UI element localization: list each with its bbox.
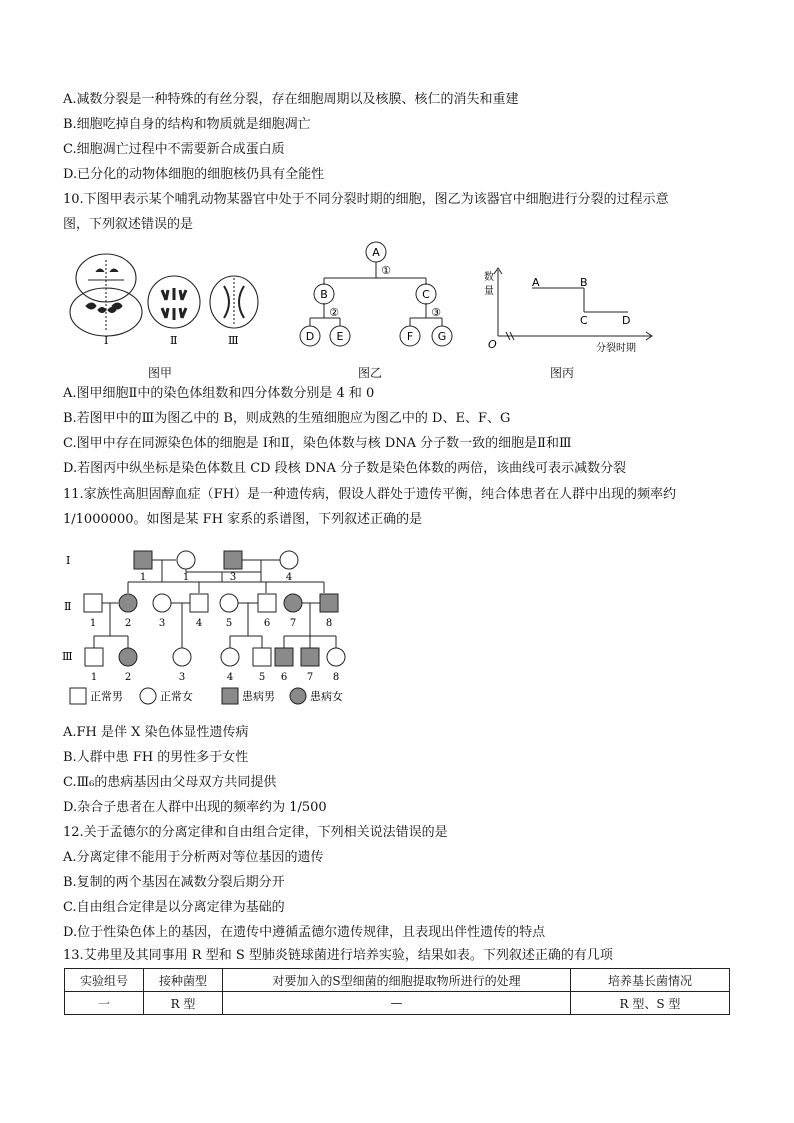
- q11-option-c: C.Ⅲ₆的患病基因由父母双方共同提供: [63, 775, 277, 790]
- point-a-label: A: [532, 276, 540, 289]
- generation-I-label: Ⅰ: [66, 554, 71, 567]
- cell-III-label: Ⅲ: [228, 334, 239, 347]
- gen2-num: 6: [263, 618, 271, 629]
- q12-option-c: C.自由组合定律是以分离定律为基础的: [63, 900, 285, 915]
- legend-normal-male: 正常男: [90, 690, 123, 703]
- gen3-num: 1: [90, 672, 98, 683]
- q11-stem-line2: 1/1000000。如图是某 FH 家系的系谱图，下列叙述正确的是: [63, 512, 423, 527]
- header-group: 实验组号: [65, 969, 144, 992]
- cell-growth: R 型、S 型: [571, 992, 730, 1015]
- q11-option-b: B.人群中患 FH 的男性多于女性: [63, 750, 249, 765]
- gen3-num: 6: [280, 672, 288, 683]
- q9-option-d: D.已分化的动物体细胞的细胞核仍具有全能性: [63, 167, 325, 182]
- q10-option-c: C.图甲中存在同源染色体的细胞是 Ⅰ和Ⅱ，染色体数与核 DNA 分子数一致的细胞是Ⅱ和Ⅲ: [63, 436, 572, 451]
- generation-III-label: Ⅲ: [62, 650, 73, 663]
- gen2-8-affected-male: [320, 594, 338, 612]
- node-f-label: F: [406, 330, 414, 343]
- table-row: [65, 992, 730, 1015]
- header-treatment: 对要加入的S型细菌的细胞提取物所进行的处理: [223, 969, 571, 992]
- cell-I-label: Ⅰ: [104, 334, 109, 347]
- q12-option-d: D.位于性染色体上的基因，在遗传中遵循孟德尔遗传规律，且表现出伴性遗传的特点: [63, 925, 546, 940]
- legend-normal-female: 正常女: [160, 690, 193, 703]
- step-2-label: ②: [329, 306, 339, 319]
- legend-affected-female: 患病女: [310, 690, 343, 703]
- gen2-4-normal-male: [190, 594, 208, 612]
- gen1-3-affected-male: [224, 551, 242, 569]
- legend-affected-male-icon: [222, 688, 238, 704]
- cell-group: 一: [65, 992, 144, 1015]
- gen1-4-normal-female: [280, 551, 298, 569]
- q9-option-b: B.细胞吃掉自身的结构和物质就是细胞凋亡: [63, 117, 311, 132]
- gen2-1-normal-male: [84, 594, 102, 612]
- figure-bing-caption: 图丙: [550, 366, 575, 380]
- cell-II: [148, 276, 200, 328]
- gen2-num: 7: [289, 618, 297, 629]
- point-b-label: B: [580, 276, 588, 289]
- node-d-label: D: [305, 330, 315, 343]
- origin-label: O: [488, 338, 497, 351]
- legend-affected-female-icon: [290, 688, 306, 704]
- generation-II-label: Ⅱ: [64, 600, 72, 613]
- gen3-num: 4: [226, 672, 234, 683]
- gen3-4-normal-female: [221, 648, 239, 666]
- gen3-num: 8: [332, 672, 340, 683]
- point-c-label: C: [580, 314, 588, 327]
- gen3-num: 2: [124, 672, 132, 683]
- gen3-num: 5: [258, 672, 266, 683]
- node-b-label: B: [320, 288, 328, 301]
- gen2-num: 4: [195, 618, 203, 629]
- legend-affected-male: 患病男: [242, 690, 275, 703]
- y-axis-label-part2: 量: [484, 286, 494, 297]
- cell-I: [70, 254, 142, 336]
- gen2-3-normal-female: [153, 594, 171, 612]
- figure-jia: [62, 250, 272, 350]
- gen2-num: 2: [124, 618, 132, 629]
- gen2-7-affected-female: [284, 594, 302, 612]
- gen3-7-affected-male: [301, 648, 319, 666]
- figure-jia-caption: 图甲: [148, 366, 173, 380]
- q10-stem-line2: 图，下列叙述错误的是: [63, 217, 194, 232]
- header-strain: 接种菌型: [144, 969, 223, 992]
- gen2-num: 1: [89, 618, 97, 629]
- gen2-2-affected-female: [119, 594, 137, 612]
- node-e-label: E: [336, 330, 344, 343]
- table-header-row: [65, 969, 730, 992]
- gen1-1-normal-female: [177, 551, 195, 569]
- cell-strain: R 型: [144, 992, 223, 1015]
- q11-option-d: D.杂合子患者在人群中出现的频率约为 1/500: [63, 800, 327, 815]
- q12-option-b: B.复制的两个基因在减数分裂后期分开: [63, 875, 285, 890]
- gen3-6-affected-male: [275, 648, 293, 666]
- q11-option-a: A.FH 是伴 X 染色体显性遗传病: [63, 725, 249, 740]
- gen3-2-affected-female: [119, 648, 137, 666]
- gen1-1-affected-male: [134, 551, 152, 569]
- cell-treatment: —: [223, 992, 571, 1015]
- pedigree-chart: [62, 540, 382, 710]
- gen3-num: 3: [178, 672, 186, 683]
- q9-option-a: A.减数分裂是一种特殊的有丝分裂，存在细胞周期以及核膜、核仁的消失和重建: [63, 92, 519, 107]
- q13-stem: 13.艾弗里及其同事用 R 型和 S 型肺炎链球菌进行培养实验，结果如表。下列叙述正确的有几项: [63, 948, 613, 963]
- gen2-num: 5: [225, 618, 233, 629]
- gen3-3-normal-female: [173, 648, 191, 666]
- q10-option-d: D.若图丙中纵坐标是染色体数且 CD 段核 DNA 分子数是染色体数的两倍，该曲线可表示减数分裂: [63, 461, 627, 476]
- q10-option-b: B.若图甲中的Ⅲ为图乙中的 B，则成熟的生殖细胞应为图乙中的 D、E、F、G: [63, 411, 511, 426]
- node-g-label: G: [437, 330, 447, 343]
- node-a-label: A: [372, 246, 380, 259]
- gen1-num: 4: [285, 572, 293, 583]
- point-d-label: D: [622, 314, 631, 327]
- gen3-5-normal-male: [253, 648, 271, 666]
- gen2-6-normal-male: [258, 594, 276, 612]
- gen2-num: 3: [158, 618, 166, 629]
- legend-normal-male-icon: [70, 688, 86, 704]
- gen3-1-normal-male: [85, 648, 103, 666]
- gen1-num: 1: [139, 572, 147, 583]
- node-c-label: C: [422, 288, 430, 301]
- q9-option-c: C.细胞凋亡过程中不需要新合成蛋白质: [63, 142, 285, 157]
- x-axis-label: 分裂时期: [596, 343, 636, 354]
- header-growth: 培养基长菌情况: [571, 969, 730, 992]
- legend-normal-female-icon: [140, 688, 156, 704]
- gen3-8-normal-female: [327, 648, 345, 666]
- cell-III: [210, 276, 258, 328]
- q11-stem-line1: 11.家族性高胆固醇血症（FH）是一种遗传病，假设人群处于遗传平衡，纯合体患者在人群中出现的频率约: [63, 487, 677, 502]
- step-1-label: ①: [381, 264, 391, 277]
- cell-II-label: Ⅱ: [170, 334, 178, 347]
- gen2-num: 8: [325, 618, 333, 629]
- q13-experiment-table: [64, 968, 730, 1015]
- q10-stem-line1: 10.下图甲表示某个哺乳动物某器官中处于不同分裂时期的细胞，图乙为该器官中细胞进行分裂的过程示意: [63, 192, 669, 207]
- gen1-num: 1: [182, 572, 190, 583]
- q10-option-a: A.图甲细胞Ⅱ中的染色体组数和四分体数分别是 4 和 0: [63, 386, 375, 401]
- figure-yi: [292, 238, 462, 353]
- y-axis-label-part1: 数: [484, 272, 494, 283]
- step-3-label: ③: [431, 306, 441, 319]
- figure-yi-caption: 图乙: [358, 366, 383, 380]
- gen1-num: 3: [229, 572, 237, 583]
- gen3-num: 7: [306, 672, 314, 683]
- q12-stem: 12.关于孟德尔的分离定律和自由组合定律，下列相关说法错误的是: [63, 825, 448, 840]
- gen2-5-normal-female: [220, 594, 238, 612]
- q12-option-a: A.分离定律不能用于分析两对等位基因的遗传: [63, 850, 324, 865]
- figure-bing: [480, 262, 660, 357]
